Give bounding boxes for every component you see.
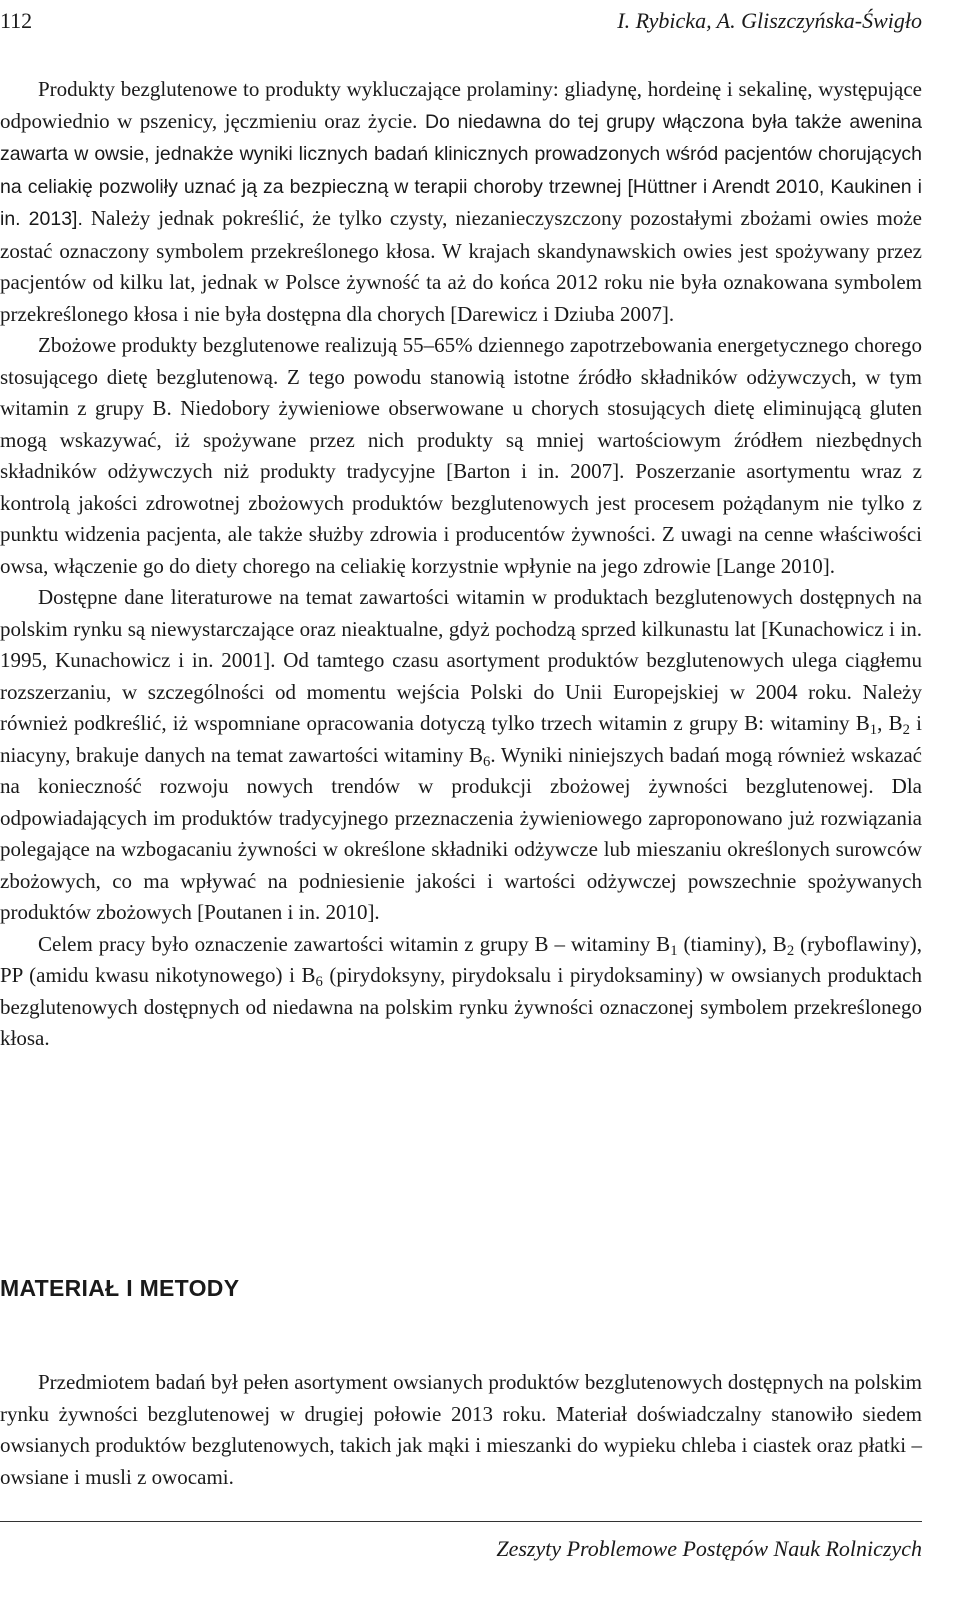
section-heading: MATERIAŁ I METODY bbox=[0, 1275, 240, 1301]
footer-journal-title: Zeszyty Problemowe Postępów Nauk Rolniczych bbox=[496, 1536, 922, 1561]
paragraph-1-part-a: Produkty bezglutenowe to produkty wykluczające prolaminy: gliadynę, hordeinę i sekalinę, występujące odpowiednio w pszenicy, jęczmieniu oraz życie. bbox=[0, 77, 922, 133]
paragraph-1-part-c: Należy jednak pokreślić, że tylko czysty, niezanieczyszczony pozostałymi zbożami owies może zostać oznaczony symbolem przekreślonego kłosa. W krajach skandynawskich owies jest spożywany przez pacjentów od kilku lat, jednak w Polsce żywność ta aż do końca 2012 roku nie była oznakowana symbolem przekreślonego kłosa i nie była dostępna dla chorych [Darewicz i Dziuba 2007]. bbox=[0, 206, 922, 326]
subscript-b6: 6 bbox=[483, 753, 491, 770]
paragraph-4-part-d: (pirydoksyny, pirydoksalu i pirydoksaminy) w owsianych produktach bezglutenowych dostępnych od niedawna na polskim rynku żywności oznaczonej symbolem przekreślonego kłosa. bbox=[0, 963, 922, 1050]
running-head: I. Rybicka, A. Gliszczyńska-Świgło bbox=[617, 8, 922, 33]
body-text bbox=[0, 74, 922, 1055]
paragraph-4-part-c: (ryboflawiny), PP (amidu kwasu nikotynowego) i B bbox=[0, 931, 922, 987]
subscript-b6: 6 bbox=[315, 974, 323, 990]
footer-divider bbox=[0, 1521, 922, 1522]
paragraph-3-part-a: Dostępne dane literaturowe na temat zawartości witamin w produktach bezglutenowych dostępnych na polskim rynku są niewystarczające oraz nieaktualne, gdyż pochodzą sprzed kilkunastu lat [Kunachowicz i in. 1995, Kunachowicz i in. 2001]. Od tamtego czasu asortyment produktów bezglutenowych ulega ciągłemu rozszerzaniu, w szczególności od momentu wejścia Polski do Unii Europejskiej w 2004 roku. Należy również podkreślić, iż wspomniane opracowania dotyczą tylko trzech witamin z grupy B: witaminy B bbox=[0, 585, 922, 735]
paragraph-4-part-a: Celem pracy było oznaczenie zawartości witamin z grupy B – witaminy B bbox=[38, 931, 671, 956]
subscript-b2: 2 bbox=[786, 942, 795, 959]
subscript-b1: 1 bbox=[670, 942, 678, 959]
page-number: 112 bbox=[0, 8, 33, 33]
subscript-b2: 2 bbox=[902, 722, 910, 738]
section-body bbox=[0, 1367, 922, 1493]
paragraph-3 bbox=[0, 582, 922, 929]
subscript-b1: 1 bbox=[869, 722, 878, 738]
paragraph-3-part-c: i niacyny, brakuje danych na temat zawartości witaminy B bbox=[0, 711, 923, 767]
paragraph-4-part-b: (tiaminy), B bbox=[677, 931, 787, 956]
paragraph-1 bbox=[0, 74, 922, 330]
paragraph-1-part-b: Do niedawna do tej grupy włączona była także awenina zawarta w owsie, jednakże wyniki licznych badań klinicznych prowadzonych wśród pacjentów chorujących na celiakię pozwoliły uznać ją za bezpieczną w terapii choroby trzewnej [Hüttner i Arendt 2010, Kaukinen i in. 2013]. bbox=[0, 110, 922, 230]
page-header bbox=[0, 8, 960, 48]
paragraph-4 bbox=[0, 929, 922, 1055]
paragraph-3-part-d: . Wyniki niniejszych badań mogą również wskazać na konieczność rozwoju nowych trendów w produkcji zbożowej żywności bezglutenowej. Dla odpowiadających im produktów tradycyjnego przeznaczenia żywieniowego zaproponowano już rozwiązania polegające na wzbogacaniu żywności w określone składniki odżywcze lub mieszaniu określonych surowców zbożowych, co ma wpływać na podniesienie jakości i wartości odżywczej powszechnie spożywanych produktów zbożowych [Poutanen i in. 2010]. bbox=[0, 742, 922, 924]
section-paragraph: Przedmiotem badań był pełen asortyment owsianych produktów bezglutenowych dostępnych na polskim rynku żywności bezglutenowej w drugiej połowie 2013 roku. Materiał doświadczalny stanowiło siedem owsianych produktów bezglutenowych, takich jak mąki i mieszanki do wypieku chleba i ciastek oraz płatki – owsiane i musli z owocami. bbox=[0, 1370, 922, 1489]
paragraph-3-part-b: , B bbox=[877, 711, 903, 735]
paragraph-2: Zbożowe produkty bezglutenowe realizują 55–65% dziennego zapotrzebowania energetycznego chorego stosującego dietę bezglutenową. Z tego powodu stanowią istotne źródło składników odżywczych, w tym witamin z grupy B. Niedobory żywieniowe obserwowane u chorych stosujących dietę eliminującą gluten mogą wskazywać, iż spożywane przez nich produkty są mniej wartościowym źródłem niezbędnych składników odżywczych niż produkty tradycyjne [Barton i in. 2007]. Poszerzanie asortymentu wraz z kontrolą jakości zdrowotnej zbożowych produktów bezglutenowych jest procesem pożądanym nie tylko z punktu widzenia pacjenta, ale także służby zdrowia i producentów żywności. Z uwagi na cenne właściwości owsa, włączenie go do diety chorego na celiakię korzystnie wpłynie na jego zdrowie [Lange 2010]. bbox=[0, 333, 922, 578]
